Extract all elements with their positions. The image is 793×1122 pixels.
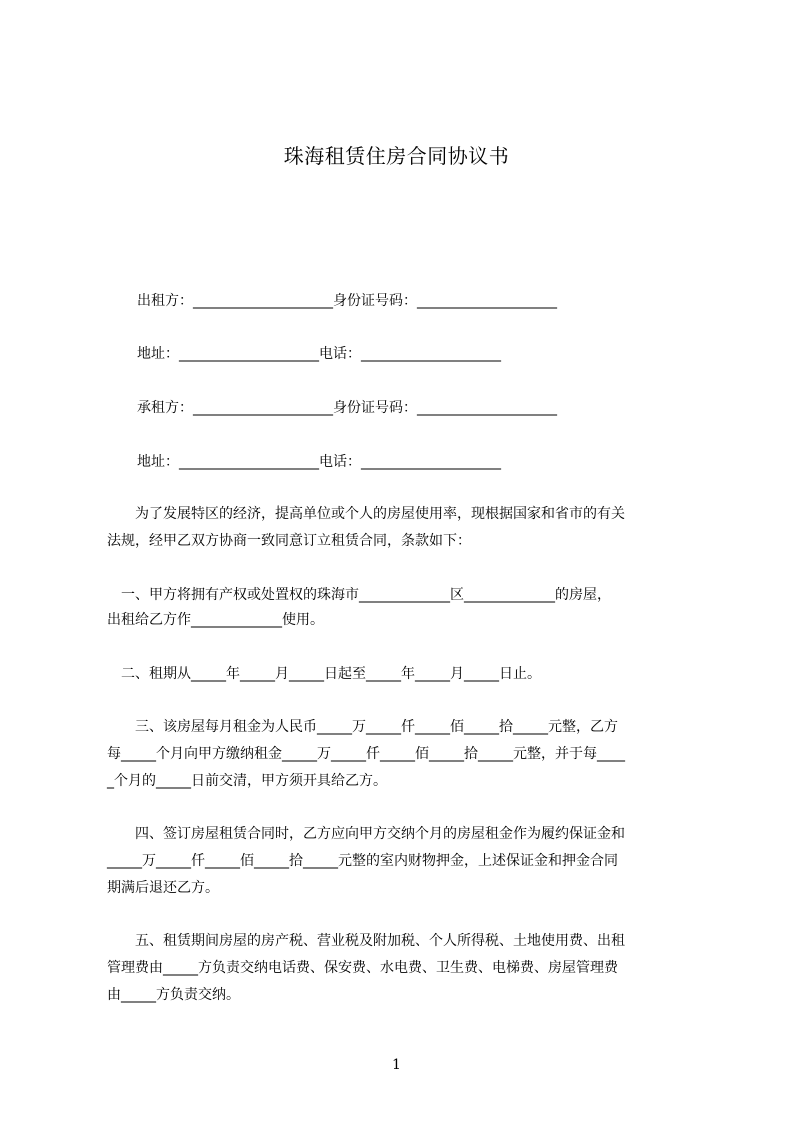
clause-4-line-1: 四、签订房屋租赁合同时，乙方应向甲方交纳个月的房屋租金作为履约保证金和 [107,826,625,842]
lessor-address-line: 地址：____________________电话：____________________ [137,346,501,362]
document-title: 珠海租赁住房合同协议书 [283,144,510,168]
page-number: 1 [392,1057,401,1073]
lessee-address-line: 地址：____________________电话：____________________ [137,454,501,470]
clause-5-line-3: 由_____方负责交纳。 [107,987,240,1003]
lessee-line: 承租方：____________________身份证号码：____________________ [137,400,557,416]
clause-3-line-1: 三、该房屋每月租金为人民币_____万_____仟_____佰_____拾_____元整，乙方 [107,719,618,735]
clause-5-line-2: 管理费由_____方负责交纳电话费、保安费、水电费、卫生费、电梯费、房屋管理费 [107,960,618,976]
lessor-line: 出租方：____________________身份证号码：____________________ [137,293,557,309]
clause-4-line-3: 期满后退还乙方。 [107,880,219,896]
clause-2-line-1: 二、租期从_____年_____月_____日起至_____年_____月_____日止。 [107,666,541,682]
clause-1-line-2: 出租给乙方作_____________使用。 [107,612,324,628]
clause-1-line-1: 一、甲方将拥有产权或处置权的珠海市_____________区_____________的房屋， [107,587,611,603]
clause-3-line-3: _个月的_____日前交清，甲方须开具给乙方。 [107,773,387,789]
preamble-line-2: 法规，经甲乙双方协商一致同意订立租赁合同，条款如下： [107,533,471,549]
clause-5-line-1: 五、租赁期间房屋的房产税、营业税及附加税、个人所得税、土地使用费、出租 [107,933,625,949]
preamble-line-1: 为了发展特区的经济，提高单位或个人的房屋使用率，现根据国家和省市的有关 [107,506,625,522]
clause-3-line-2: 每_____个月向甲方缴纳租金_____万_____仟_____佰_____拾_____元整，并于每____ [107,746,625,762]
clause-4-line-2: _____万_____仟_____佰_____拾_____元整的室内财物押金，上述保证金和押金合同 [107,853,618,869]
